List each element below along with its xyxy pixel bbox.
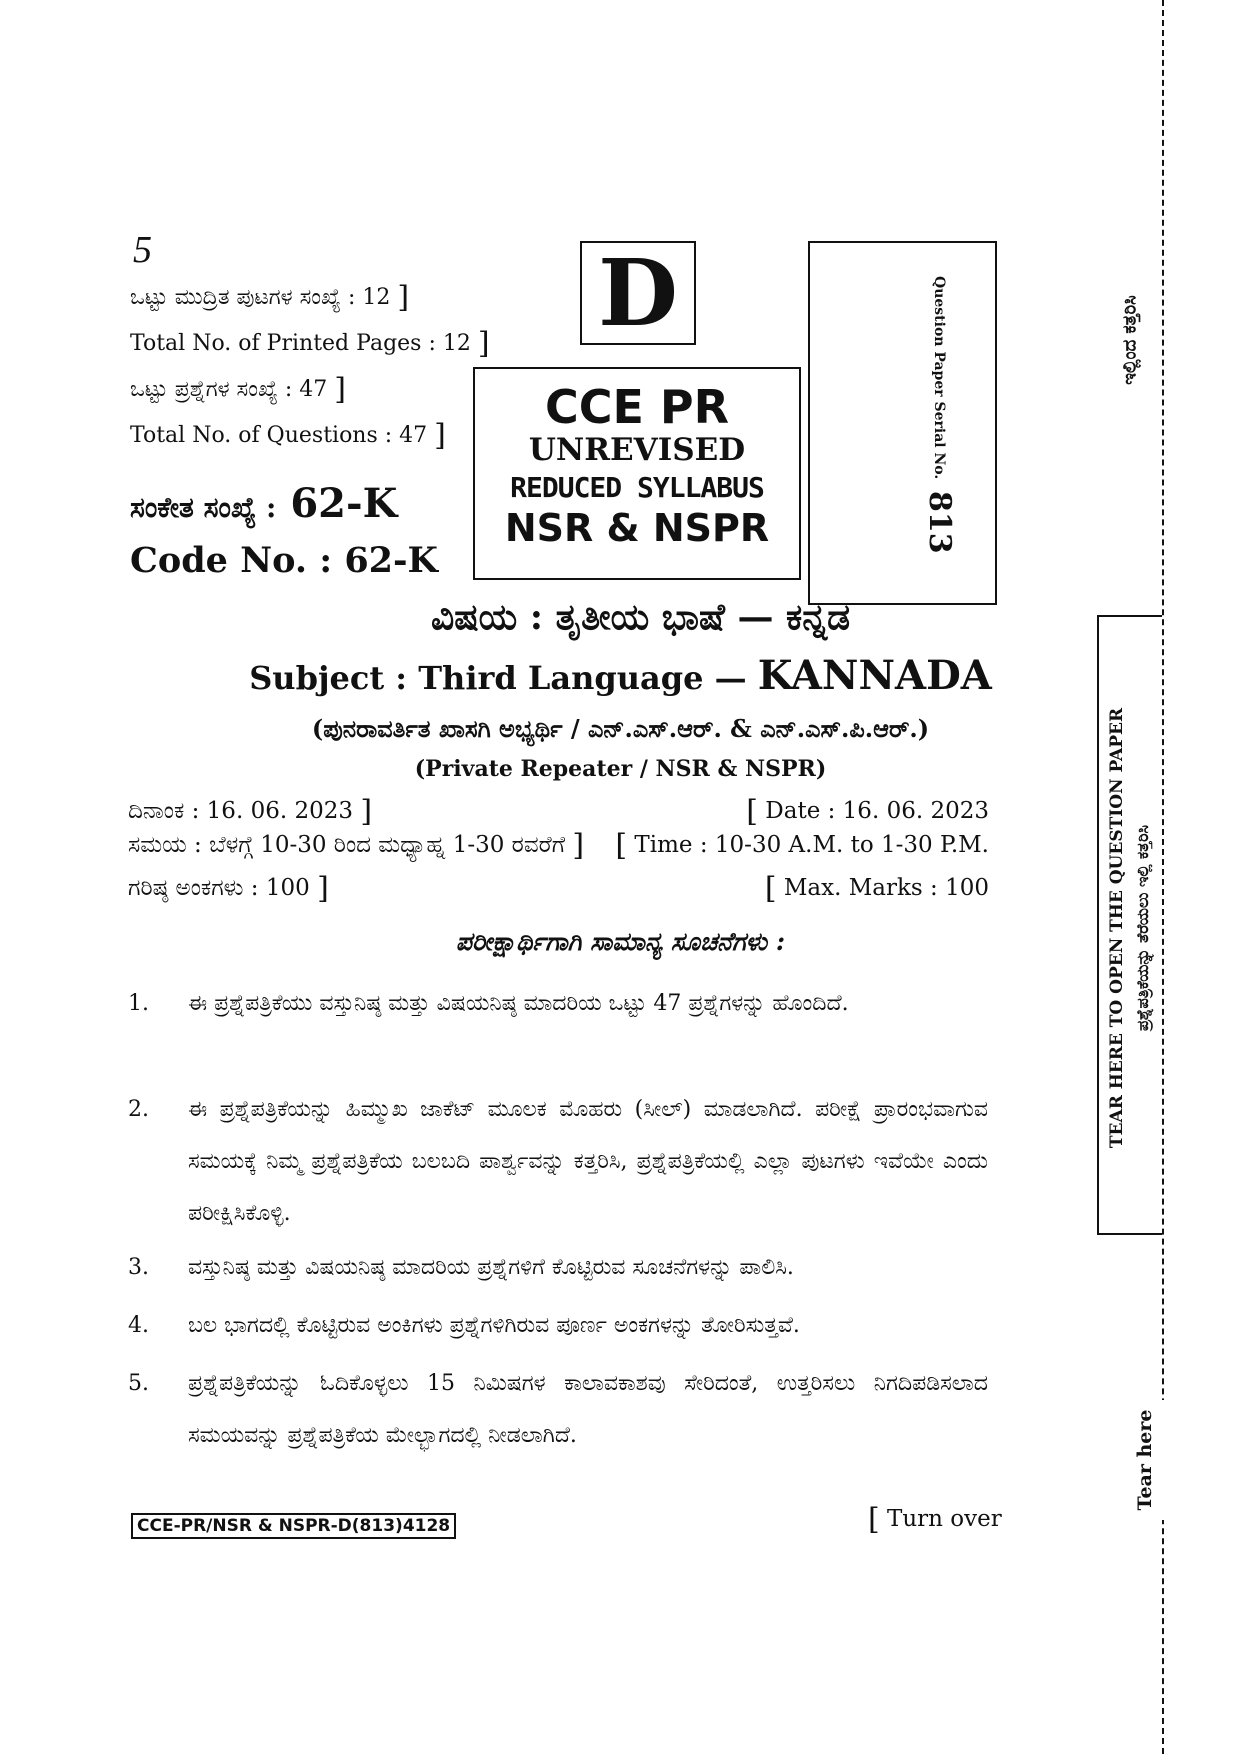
instruction-number: 3.	[128, 1255, 149, 1280]
serial-number-box	[808, 241, 997, 605]
set-letter: D	[598, 239, 678, 347]
bracket-glyph: [	[746, 794, 758, 829]
total-pages-kn-text: ಒಟ್ಟು ಮುದ್ರಿತ ಪುಟಗಳ ಸಂಖ್ಯೆ : 12	[130, 285, 391, 310]
tear-instruction-kn-text: ಪ್ರಶ್ನೆಪತ್ರಿಕೆಯನ್ನು ತೆರೆಯಲು ಇಲ್ಲಿ ಕತ್ತರಿಸಿ	[1133, 824, 1152, 1032]
total-questions-en	[130, 418, 446, 453]
date-kn-text: ದಿನಾಂಕ : 16. 06. 2023	[128, 798, 353, 824]
marks-kn	[128, 871, 329, 906]
tear-instruction-box[interactable]	[1097, 615, 1162, 1235]
instructions-heading: ಪರೀಕ್ಷಾರ್ಥಿಗಾಗಿ ಸಾಮಾನ್ಯ ಸೂಚನೆಗಳು :	[455, 927, 786, 956]
tear-instruction-en	[1103, 683, 1131, 1173]
exam-unrevised: UNREVISED	[528, 432, 746, 469]
exam-title: CCE PR	[544, 380, 730, 434]
serial-label: Question Paper Serial No.	[931, 276, 947, 480]
code-value-en: 62-K	[344, 540, 438, 581]
time-en-text: Time : 10-30 A.M. to 1-30 P.M.	[634, 832, 989, 858]
bracket-glyph: ]	[477, 326, 490, 361]
subject-kn: ವಿಷಯ : ತೃತೀಯ ಭಾಷೆ — ಕನ್ನಡ	[430, 596, 851, 638]
set-letter-box	[580, 241, 696, 345]
instruction-number: 1.	[128, 991, 149, 1016]
tear-here-label[interactable]	[1125, 1400, 1165, 1520]
cut-here-kn	[1110, 260, 1150, 420]
instruction-item	[128, 1300, 988, 1352]
total-questions-en-text: Total No. of Questions : 47	[130, 423, 428, 448]
page-number: 5	[133, 229, 152, 271]
total-pages-en-text: Total No. of Printed Pages : 12	[130, 331, 471, 356]
footer-code: CCE-PR/NSR & NSPR-D(813)4128	[131, 1513, 456, 1539]
exam-nsr: NSR & NSPR	[504, 506, 770, 551]
instruction-item	[128, 1358, 988, 1462]
instruction-text: ಬಲ ಭಾಗದಲ್ಲಿ ಕೊಟ್ಟಿರುವ ಅಂಕಿಗಳು ಪ್ರಶ್ನೆಗಳಿಗಿರುವ ಪೂರ್ಣ ಅಂಕಗಳನ್ನು ತೋರಿಸುತ್ತವೆ.	[188, 1313, 800, 1338]
category-kn: (ಪುನರಾವರ್ತಿತ ಖಾಸಗಿ ಅಭ್ಯರ್ಥಿ / ಎನ್.ಎಸ್.ಆರ್. & ಎನ್.ಎಸ್.ಪಿ.ಆರ್.)	[311, 714, 930, 743]
date-en-text: Date : 16. 06. 2023	[765, 798, 989, 824]
total-questions-kn-text: ಒಟ್ಟು ಪ್ರಶ್ನೆಗಳ ಸಂಖ್ಯೆ : 47	[130, 377, 328, 402]
time-en	[615, 828, 989, 863]
total-pages-en	[130, 326, 490, 361]
marks-en-text: Max. Marks : 100	[783, 875, 989, 901]
code-value-kn: 62-K	[290, 480, 398, 527]
instruction-item	[128, 978, 988, 1030]
time-kn	[128, 828, 585, 863]
bracket-glyph: ]	[360, 794, 373, 829]
exam-title-box	[473, 367, 801, 580]
code-label-kn: ಸಂಕೇತ ಸಂಖ್ಯೆ :	[130, 491, 277, 524]
instruction-text: ಈ ಪ್ರಶ್ನೆಪತ್ರಿಕೆಯನ್ನು ಹಿಮ್ಮುಖ ಜಾಕೆಟ್ ಮೂಲಕ ಮೊಹರು (ಸೀಲ್) ಮಾಡಲಾಗಿದೆ. ಪರೀಕ್ಷೆ ಪ್ರಾರಂಭವಾಗುವ ಸಮಯಕ್ಕೆ ನಿಮ್ಮ ಪ್ರಶ್ನೆಪತ್ರಿಕೆಯ ಬಲಬದಿ ಪಾರ್ಶ್ವವನ್ನು ಕತ್ತರಿಸಿ, ಪ್ರಶ್ನೆಪತ್ರಿಕೆಯಲ್ಲಿ ಎಲ್ಲಾ ಪುಟಗಳು ಇವೆಯೇ ಎಂದು ಪರೀಕ್ಷಿಸಿಕೊಳ್ಳಿ.	[188, 1097, 988, 1226]
tear-instruction-kn	[1129, 683, 1157, 1173]
cut-here-kn-text: ಇಲ್ಲಿಂದ ಕತ್ತರಿಸಿ	[1119, 295, 1141, 385]
subject-en	[0, 652, 1241, 699]
bracket-glyph: ]	[572, 828, 585, 863]
tear-instruction-en-text: TEAR HERE TO OPEN THE QUESTION PAPER	[1107, 707, 1127, 1149]
time-kn-text: ಸಮಯ : ಬೆಳಗ್ಗೆ 10-30 ರಿಂದ ಮಧ್ಯಾಹ್ನ 1-30 ರವರೆಗೆ	[128, 832, 566, 858]
bracket-glyph: [	[764, 871, 777, 906]
instruction-number: 4.	[128, 1313, 149, 1338]
bracket-glyph: [	[615, 828, 628, 863]
exam-syllabus: REDUCED SYLLABUS	[510, 471, 764, 505]
bracket-glyph: ]	[317, 871, 329, 906]
instruction-text: ಈ ಪ್ರಶ್ನೆಪತ್ರಿಕೆಯು ವಸ್ತುನಿಷ್ಠ ಮತ್ತು ವಿಷಯನಿಷ್ಠ ಮಾದರಿಯ ಒಟ್ಟು 47 ಪ್ರಶ್ನೆಗಳನ್ನು ಹೊಂದಿದೆ.	[188, 991, 849, 1016]
bracket-glyph: ]	[334, 372, 347, 407]
date-en	[746, 794, 989, 829]
instruction-item	[128, 1084, 988, 1240]
turn-over	[868, 1502, 1002, 1537]
total-pages-kn	[130, 280, 410, 315]
code-number-en	[130, 540, 438, 581]
marks-en	[764, 871, 989, 906]
marks-kn-text: ಗರಿಷ್ಠ ಅಂಕಗಳು : 100	[128, 875, 310, 901]
instruction-number: 5.	[128, 1371, 149, 1396]
bracket-glyph: ]	[397, 280, 410, 315]
bracket-glyph: [	[868, 1502, 880, 1537]
code-label-en: Code No. :	[130, 540, 333, 581]
total-questions-kn	[130, 372, 347, 407]
instruction-item	[128, 1242, 988, 1294]
category-en: (Private Repeater / NSR & NSPR)	[414, 756, 827, 782]
instruction-number: 2.	[128, 1097, 149, 1122]
date-kn	[128, 794, 373, 829]
instruction-text: ವಸ್ತುನಿಷ್ಠ ಮತ್ತು ವಿಷಯನಿಷ್ಠ ಮಾದರಿಯ ಪ್ರಶ್ನೆಗಳಿಗೆ ಕೊಟ್ಟಿರುವ ಸೂಚನೆಗಳನ್ನು ಪಾಲಿಸಿ.	[188, 1255, 794, 1280]
serial-value: 813	[922, 490, 957, 554]
tear-here-text: Tear here	[1134, 1409, 1156, 1511]
turn-over-text: Turn over	[887, 1506, 1002, 1532]
subject-en-main: KANNADA	[757, 652, 992, 699]
bracket-glyph: ]	[434, 418, 446, 453]
code-number-kn	[130, 480, 397, 527]
instruction-text: ಪ್ರಶ್ನೆಪತ್ರಿಕೆಯನ್ನು ಓದಿಕೊಳ್ಳಲು 15 ನಿಮಿಷಗಳ ಕಾಲಾವಕಾಶವು ಸೇರಿದಂತೆ, ಉತ್ತರಿಸಲು ನಿಗದಿಪಡಿಸಲಾದ ಸಮಯವನ್ನು ಪ್ರಶ್ನೆಪತ್ರಿಕೆಯ ಮೇಲ್ಭಾಗದಲ್ಲಿ ನೀಡಲಾಗಿದೆ.	[188, 1371, 988, 1448]
serial-rotated	[922, 276, 957, 553]
subject-en-prefix: Subject : Third Language —	[249, 659, 747, 697]
